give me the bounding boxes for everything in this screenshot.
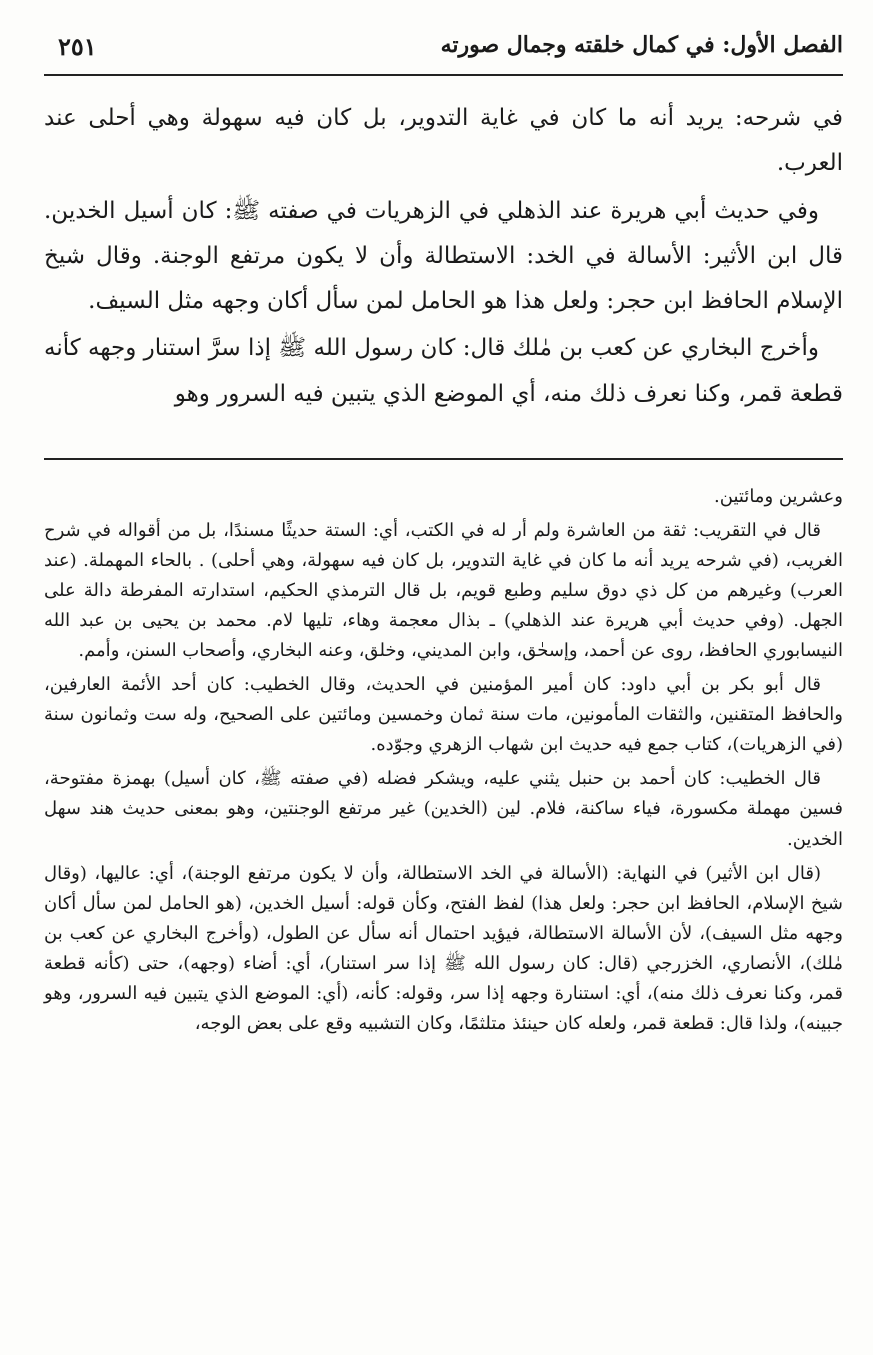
page-number: ٢٥١ (58, 32, 97, 61)
footnote-divider (44, 458, 843, 460)
main-paragraph: وفي حديث أبي هريرة عند الذهلي في الزهريات في صفته ﷺ: كان أسيل الخدين. قال ابن الأثير: الأسالة في الخد: الاستطالة وأن لا يكون مرتفع الوجنة. وقال شيخ الإسلام الحافظ ابن حجر: ولعل هذا هو الحامل لمن سأل أكان وجهه مثل السيف. (44, 197, 843, 315)
commentary-paragraph: قال أبو بكر بن أبي داود: كان أمير المؤمنين في الحديث، وقال الخطيب: كان أحد الأئمة العارفين، والحافظ المتقنين، والثقات المأمونين، مات سنة ثمان وخمسين ومائتين على الصحيح، وله ست وثمانون سنة (في الزهريات)، كتاب جمع فيه حديث ابن شهاب الزهري وجوّده. (44, 674, 843, 756)
book-page (44, 0, 843, 1355)
chapter-title: الفصل الأول: في كمال خلقته وجمال صورته (440, 32, 843, 58)
commentary-paragraph: (قال ابن الأثير) في النهاية: (الأسالة في الخد الاستطالة، وأن لا يكون مرتفع الوجنة)، أي: عاليها، (وقال شيخ الإسلام، الحافظ ابن حجر: ولعل هذا) لفظ الفتح، وكأن قوله: أسيل الخدين، (هو الحامل لمن سأل أكان وجهه مثل السيف)، لأن الأسالة الاستطالة، فيؤيد احتمال أنه سأل عن الطول، (وأخرج البخاري عن كعب بن مٰلك)، الأنصاري، الخزرجي (قال: كان رسول الله ﷺ إذا سر استنار)، أي: أضاء (وجهه)، حتى (كأنه قطعة قمر، وكنا نعرف ذلك منه)، أي: استنارة وجهه إذا سر، وقوله: كأنه، (أي: الموضع الذي يتبين فيه السرور، وهو جبينه)، ولذا قال: قطعة قمر، ولعله كان حينئذ متلثمًا، وكان التشبيه وقع على بعض الوجه، (44, 862, 843, 1034)
running-header (44, 30, 843, 76)
main-paragraph: في شرحه: يريد أنه ما كان في غاية التدوير، بل كان فيه سهولة وهي أحلى عند العرب. (44, 105, 843, 177)
main-text (44, 96, 843, 419)
main-paragraph: وأخرج البخاري عن كعب بن مٰلك قال: كان رسول الله ﷺ إذا سرَّ استنار وجهه كأنه قطعة قمر، وكنا نعرف ذلك منه، أي الموضع الذي يتبين فيه السرور وهو (44, 335, 843, 407)
commentary-paragraph: قال الخطيب: كان أحمد بن حنبل يثني عليه، ويشكر فضله (في صفته ﷺ، كان أسيل) بهمزة مفتوحة، فسين مهملة مكسورة، فياء ساكنة، فلام. لين (الخدين) غير مرتفع الوجنتين، وهو بمعنى حديث هند سهل الخدين. (44, 768, 843, 850)
commentary-paragraph: قال في التقريب: ثقة من العاشرة ولم أر له في الكتب، أي: الستة حديثًا مسندًا، بل من أقواله في شرح الغريب، (في شرحه يريد أنه ما كان في غاية التدوير، بل كان فيه سهولة، وهي أحلى) . بالحاء المهملة. (عند العرب) وغيرهم من كل ذي دوق سليم وطبع قويم، بل قال الترمذي الحكيم، استدارته المفرطة دالة على الجهل. (وفي حديث أبي هريرة عند الذهلي) ـ بذال معجمة وهاء، تليها لام. محمد بن يحيى بن عبد الله النيسابوري الحافظ، روى عن أحمد، وإسحٰق، وابن المديني، وخلق، وعنه البخاري، وأصحاب السنن، وأمم. (44, 520, 843, 662)
commentary-paragraph: وعشرين ومائتين. (714, 486, 843, 507)
commentary-text (44, 482, 843, 1043)
